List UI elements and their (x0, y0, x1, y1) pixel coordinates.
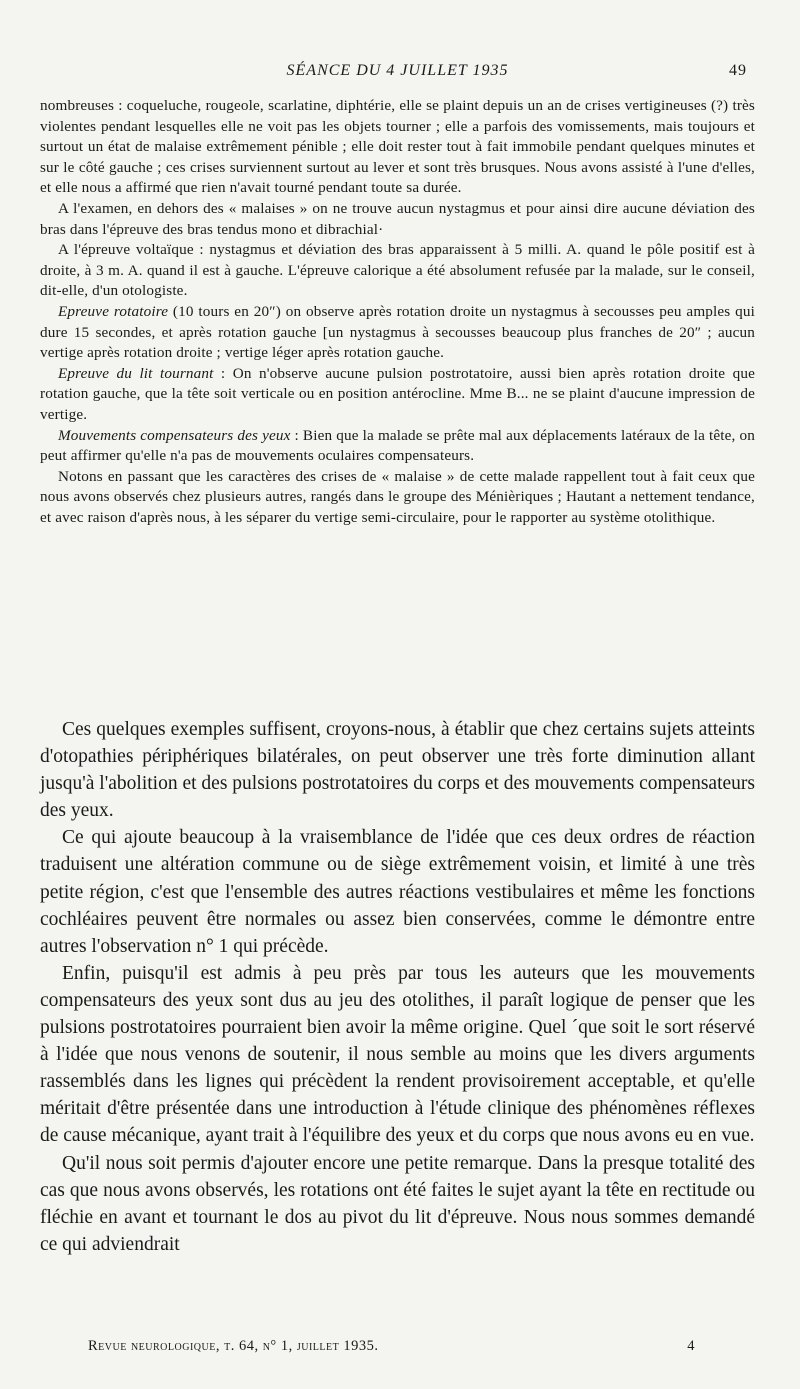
main-body-text (40, 716, 755, 1258)
journal-citation: Revue neurologique, t. 64, n° 1, juillet 1935. (88, 1338, 379, 1354)
paragraph-label: Mouvements compensateurs des yeux (58, 426, 291, 444)
paragraph-body: : Bien que la malade se prête mal aux déplacements latéraux de la tête, on peut affirmer qu'elle n'a pas de mouvements oculaires compensateurs. (40, 426, 756, 465)
page-number: 49 (729, 62, 747, 79)
paragraph-label: Epreuve rotatoire (58, 302, 169, 320)
paragraph: Enfin, puisqu'il est admis à peu près par tous les auteurs que les mouvements compensateurs des yeux sont dus au jeu des otolithes, il paraît logique de penser que les pulsions postrotatoires pourraient bien avoir la même origine. Quel ´que soit le sort réservé à l'idée que nous venons de soutenir, il nous semble au moins que les divers arguments rassemblés dans les lignes qui précèdent la rendent provisoirement acceptable, et qu'elle méritait d'être présentée dans une introduction à l'étude clinique des phénomènes réflexes de cause mécanique, ayant trait à l'équilibre des yeux et du corps que nous avons eu en vue. (40, 962, 755, 1147)
case-report-small-print (40, 96, 755, 528)
paragraph: Ce qui ajoute beaucoup à la vraisemblance de l'idée que ces deux ordres de réaction traduisent une altération commune ou de siège extrêmement voisin, et limité à une très petite région, c'est que l'ensemble des autres réactions vestibulaires et même les fonctions cochléaires peuvent être normales ou assez bien conservées, comme le démontre entre autres l'observation n° 1 qui précède. (40, 827, 755, 957)
paragraph: A l'examen, en dehors des « malaises » on ne trouve aucun nystagmus et pour ainsi dire aucune déviation des bras dans l'épreuve des bras tendus mono et dibrachial· (40, 199, 755, 238)
paragraph-body: (10 tours en 20″) on observe après rotation droite un nystagmus à secousses peu amples qui dure 15 secondes, et après rotation gauche [un nystagmus à secousses beaucoup plus franches de 20″ ; aucun vertige après rotation droite ; vertige léger après rotation gauche. (40, 302, 755, 362)
running-head (40, 62, 755, 84)
paragraph (40, 364, 755, 426)
page-footer (40, 1338, 755, 1360)
paragraph (40, 302, 755, 364)
paragraph-body: : On n'observe aucune pulsion postrotatoire, aussi bien après rotation droite que rotation gauche, que la tête soit verticale ou en position antérocline. Mme B... ne se plaint d'aucune impression de vertige. (40, 364, 755, 423)
sheet-number: 4 (687, 1338, 695, 1354)
paragraph (40, 426, 755, 467)
running-title: SÉANCE DU 4 JUILLET 1935 (286, 62, 509, 79)
paragraph: nombreuses : coqueluche, rougeole, scarlatine, diphtérie, elle se plaint depuis un an de crises vertigineuses (?) très violentes pendant lesquelles elle ne voit pas les objets tourner ; elle a parfois des vomissements, mais toujours et surtout un état de malaise extrêmement pénible ; elle doit rester tout à fait immobile pendant quelques minutes et sur le côté gauche ; ces crises surviennent surtout au lever et sont très brusques. Nous avons assisté à l'une d'elles, et elle nous a affirmé que rien n'avait tourné pendant toute sa durée. (40, 97, 755, 197)
paragraph: Qu'il nous soit permis d'ajouter encore une petite remarque. Dans la presque totalité des cas que nous avons observés, les rotations ont été faites le sujet ayant la tête en rectitude ou fléchie en avant et tournant le dos au pivot du lit d'épreuve. Nous nous sommes demandé ce qui adviendrait (40, 1152, 755, 1255)
paragraph: Notons en passant que les caractères des crises de « malaise » de cette malade rappellent tout à fait ceux que nous avons observés chez plusieurs autres, rangés dans le groupe des Ménièriques ; Hautant a nettement tendance, et avec raison d'après nous, à les séparer du vertige semi-circulaire, pour le rapporter au système otolithique. (40, 467, 755, 526)
paragraph-label: Epreuve du lit tournant (58, 364, 214, 382)
paragraph: A l'épreuve voltaïque : nystagmus et déviation des bras apparaissent à 5 milli. A. quand le pôle positif est à droite, à 3 m. A. quand il est à gauche. L'épreuve calorique a été absolument refusée par la malade, sur le conseil, dit-elle, d'un otologiste. (40, 241, 755, 300)
paragraph: Ces quelques exemples suffisent, croyons-nous, à établir que chez certains sujets atteints d'otopathies périphériques bilatérales, on peut observer une très forte diminution allant jusqu'à l'abolition et des pulsions postrotatoires du corps et des mouvements compensateurs des yeux. (40, 719, 755, 822)
